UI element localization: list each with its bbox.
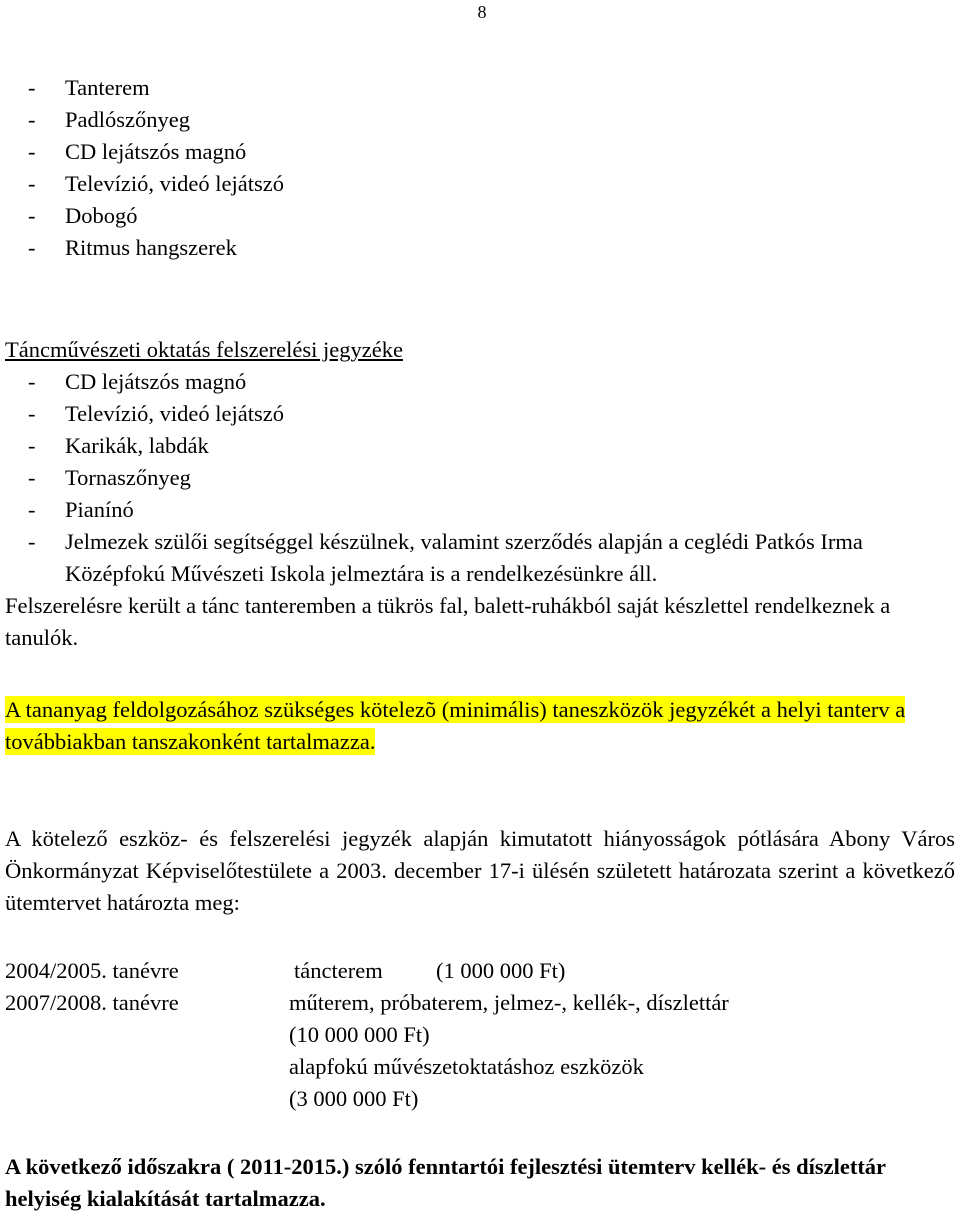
list-item: - Tanterem	[28, 75, 150, 100]
schedule-item: alapfokú művészetoktatáshoz eszközök	[289, 1054, 644, 1079]
schedule-row	[5, 955, 955, 987]
list-item: - Jelmezek szülői segítséggel készülnek, valamint szerződés alapján a ceglédi Patkós Irma Középfokú Művészeti Iskola jelmeztára is a rendelkezésünkre áll.	[28, 529, 863, 586]
list-item: - Televízió, videó lejátszó	[28, 171, 284, 196]
schedule-cost: (3 000 000 Ft)	[289, 1086, 419, 1111]
schedule-row-cont	[5, 1083, 955, 1115]
schedule-item: táncterem	[294, 958, 383, 983]
list-item: - Dobogó	[28, 203, 138, 228]
list-item: - CD lejátszós magnó	[28, 369, 247, 394]
schedule-table	[5, 955, 955, 1115]
final-statement: A következő időszakra ( 2011-2015.) szóló fenntartói fejlesztési ütemterv kellék- és díszlettár helyiség kialakítását tartalmazza.	[5, 1154, 886, 1211]
highlighted-text: A tananyag feldolgozásához szükséges kötelezõ (minimális) taneszközök jegyzékét a helyi tanterv a továbbiakban tanszakonként tartalmazza.	[5, 697, 906, 754]
schedule-row-cont	[5, 1019, 955, 1051]
paragraph-schedule-intro: A kötelező eszköz- és felszerelési jegyzék alapján kimutatott hiányosságok pótlására Abony Város Önkormányzat Képviselőtestülete a 2003. december 17-i ülésén született határozata szerint a következő ütemtervet határozta meg:	[5, 826, 955, 915]
list-item: - Ritmus hangszerek	[28, 235, 237, 260]
schedule-year: 2007/2008. tanévre	[5, 990, 179, 1015]
schedule-item: műterem, próbaterem, jelmez-, kellék-, díszlettár	[289, 990, 729, 1015]
paragraph-equipment: Felszerelésre került a tánc tanteremben a tükrös fal, balett-ruhákból saját készlettel rendelkeznek a tanulók.	[5, 593, 891, 650]
schedule-cost: (1 000 000 Ft)	[436, 958, 566, 983]
page-number: 8	[477, 2, 487, 22]
list-item: - Tornaszőnyeg	[28, 465, 191, 490]
schedule-cost: (10 000 000 Ft)	[289, 1022, 430, 1047]
paragraph-highlighted	[5, 694, 955, 758]
schedule-row	[5, 987, 955, 1019]
section-heading: Táncművészeti oktatás felszerelési jegyzéke	[5, 337, 403, 362]
list-item: - Padlószőnyeg	[28, 107, 190, 132]
equipment-list-dance	[28, 366, 948, 590]
list-item: - CD lejátszós magnó	[28, 139, 247, 164]
list-item: - Televízió, videó lejátszó	[28, 401, 284, 426]
schedule-year: 2004/2005. tanévre	[5, 958, 179, 983]
equipment-list-general	[28, 72, 948, 264]
list-item: - Pianínó	[28, 497, 134, 522]
list-item: - Karikák, labdák	[28, 433, 209, 458]
schedule-row-cont	[5, 1051, 955, 1083]
